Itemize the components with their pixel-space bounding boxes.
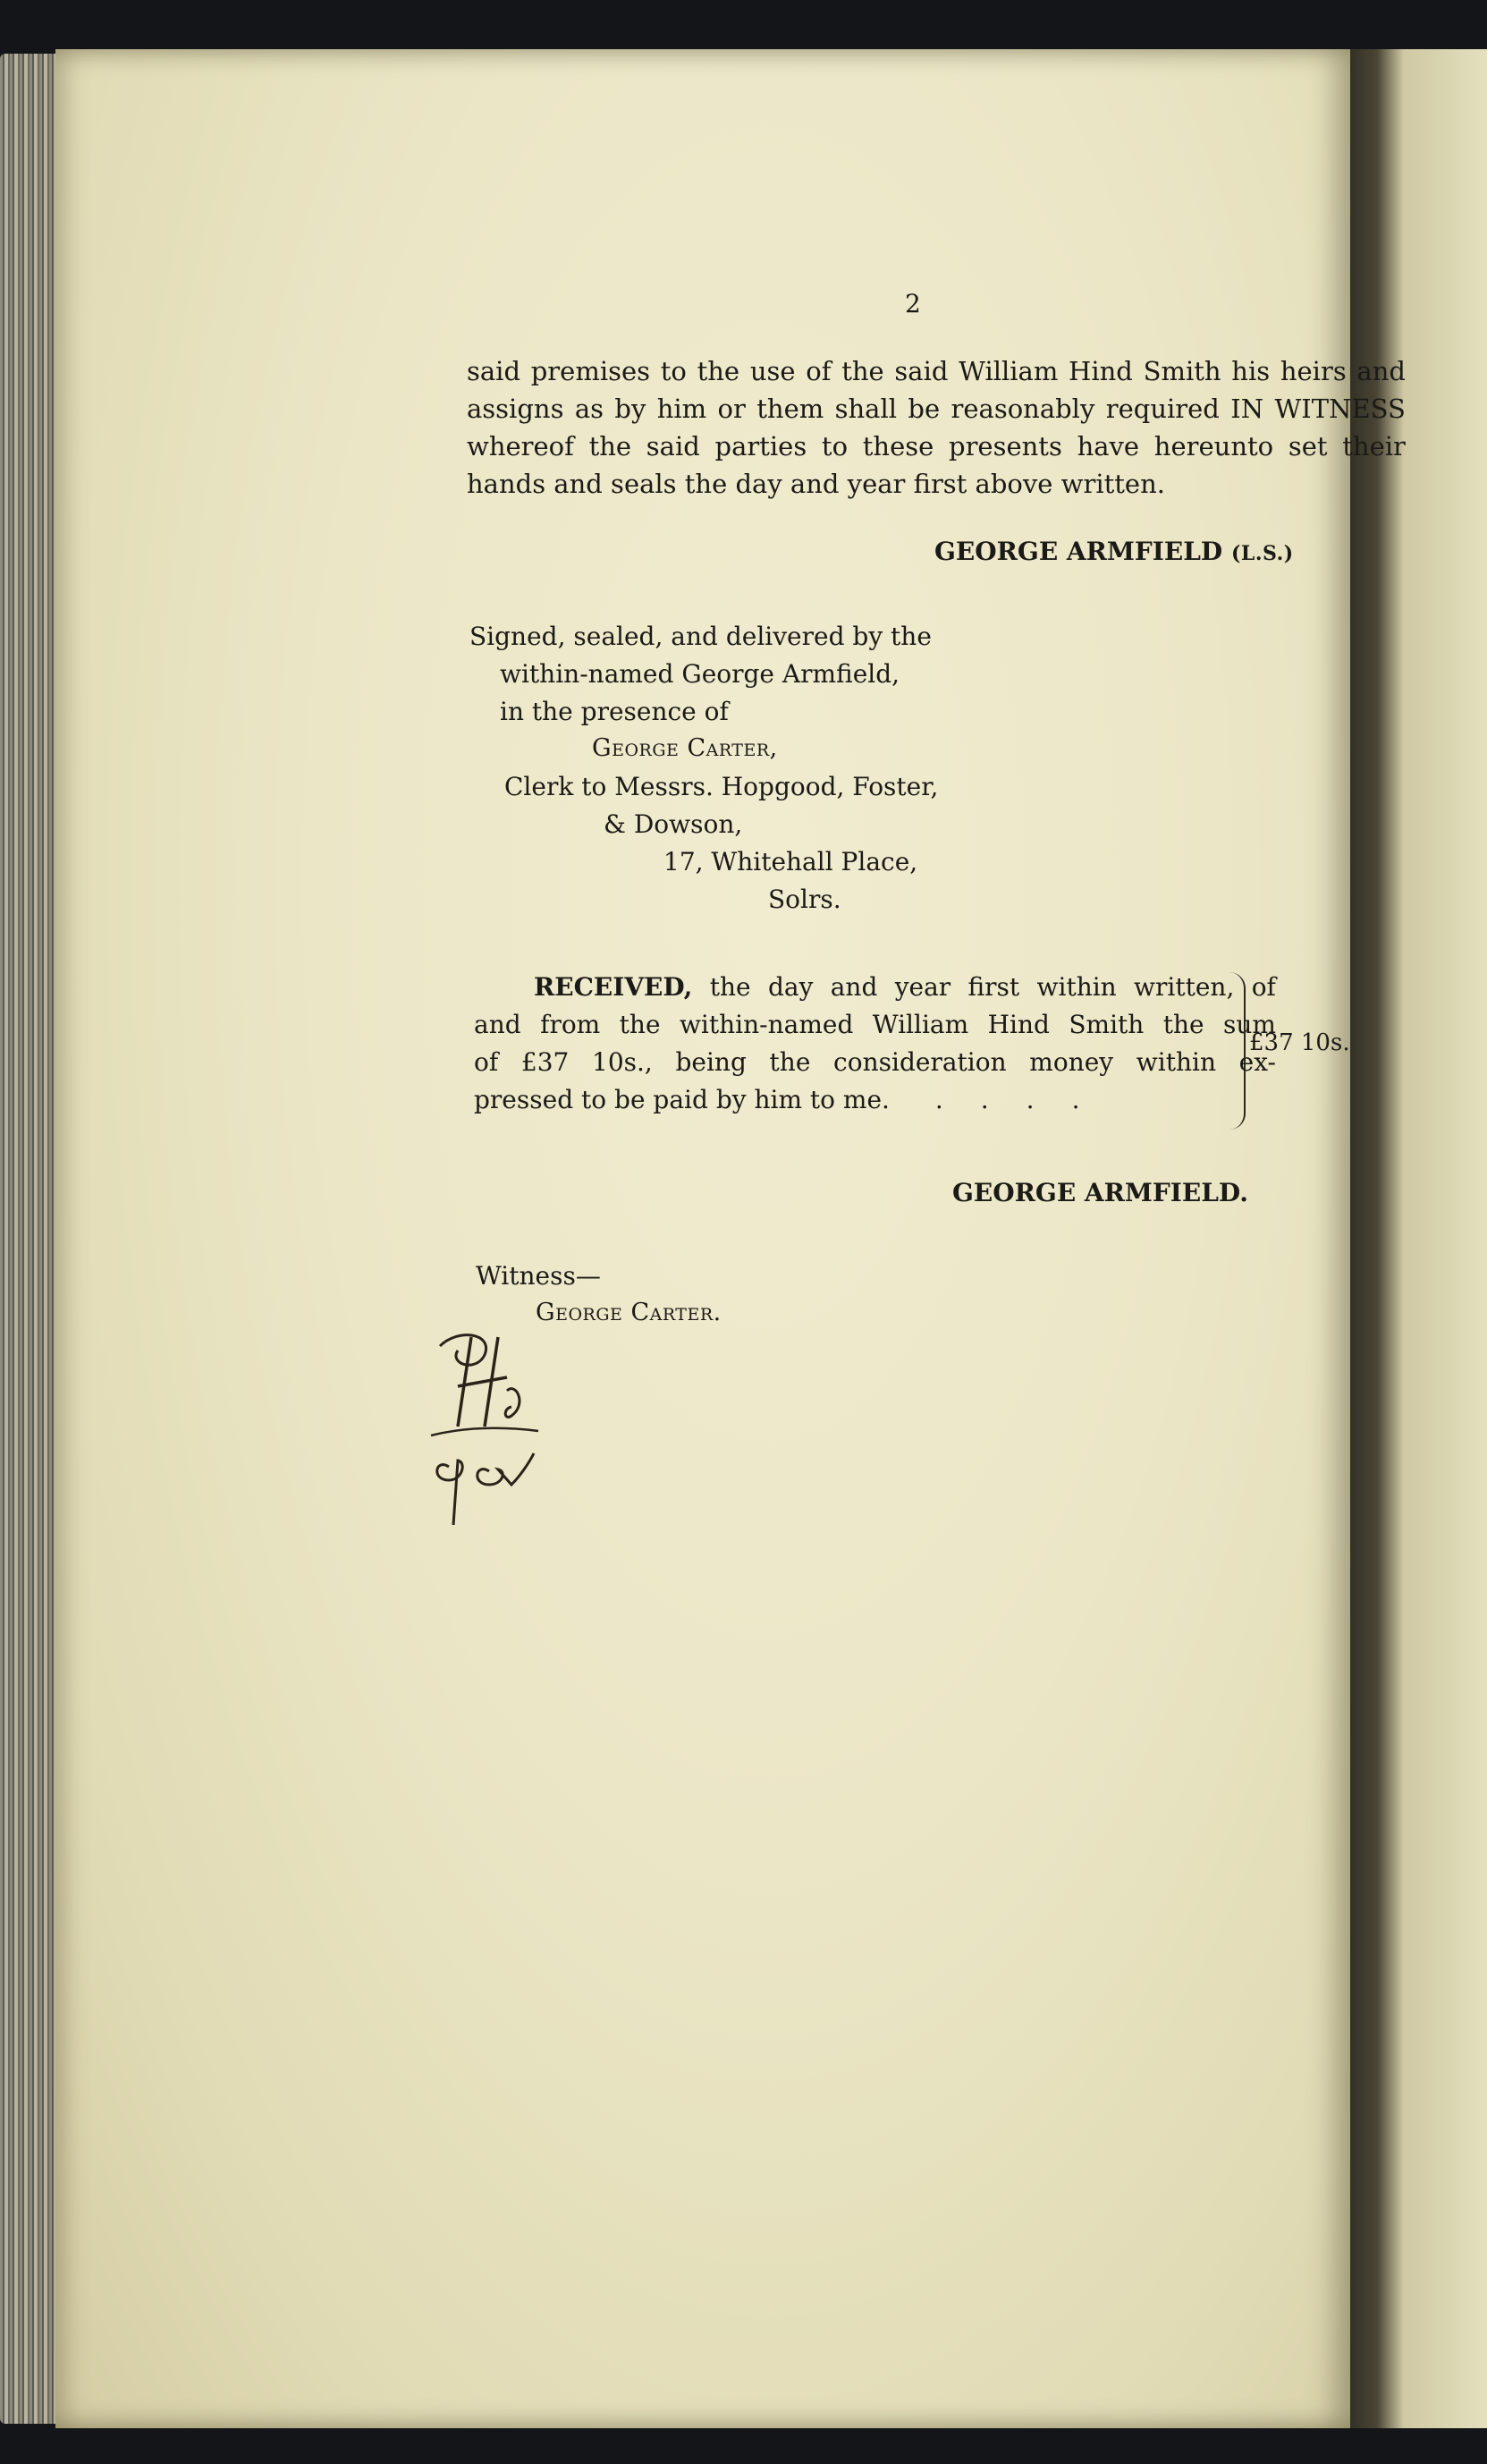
- paragraph-word: assigns: [467, 394, 564, 424]
- paragraph-word: whereof: [467, 431, 574, 461]
- attestation-line-6: & Dowson,: [604, 809, 743, 839]
- receipt-amount: £37 10s.: [1249, 1029, 1350, 1056]
- receipt-word: the: [709, 972, 751, 1002]
- paragraph-word: Smith: [1143, 356, 1221, 386]
- paragraph-word: these: [862, 431, 934, 461]
- receipt-word: the: [619, 1010, 661, 1039]
- attestation-line-8: Solrs.: [768, 885, 841, 914]
- receipt-word: of: [1251, 972, 1276, 1002]
- attestation-line-1: Signed, sealed, and delivered by the: [469, 622, 932, 651]
- receipt-word: from: [540, 1010, 601, 1039]
- paragraph-line-3: [467, 431, 1406, 461]
- paragraph-word: said: [646, 431, 700, 461]
- signatory-name-2: GEORGE ARMFIELD.: [952, 1178, 1248, 1207]
- paragraph-word: the: [588, 431, 632, 461]
- paragraph-word: said: [894, 356, 949, 386]
- receipt-word: 10s.,: [592, 1047, 653, 1077]
- receipt-line-3: [474, 1047, 1276, 1077]
- receipt-word: within: [1136, 1047, 1216, 1077]
- paragraph-word: to: [821, 431, 849, 461]
- paragraph-line-1: [467, 356, 1406, 386]
- document-page: [55, 49, 1406, 2428]
- receipt-word: written,: [1134, 972, 1235, 1002]
- receipt-word: the: [769, 1047, 811, 1077]
- receipt-dots: . . . .: [934, 1085, 1080, 1114]
- paragraph-word: IN: [1230, 394, 1264, 424]
- receipt-heading: RECEIVED,: [534, 972, 693, 1002]
- receipt-word: within-named: [679, 1010, 854, 1039]
- receipt-word: within: [1036, 972, 1117, 1002]
- paragraph-line-2: [467, 394, 1406, 424]
- paragraph-word: premises: [530, 356, 651, 386]
- receipt-word: money: [1029, 1047, 1114, 1077]
- receipt-word: sum: [1223, 1010, 1276, 1039]
- receipt-word: consideration: [833, 1047, 1007, 1077]
- receipt-line-4-text: pressed to be paid by him to me.: [474, 1085, 890, 1114]
- receipt-word: William: [872, 1010, 969, 1039]
- seal-mark: (L.S.): [1230, 542, 1294, 565]
- paragraph-word: him: [656, 394, 707, 424]
- paragraph-word: his: [1231, 356, 1271, 386]
- paragraph-word: of: [806, 356, 832, 386]
- receipt-word: £37: [520, 1047, 570, 1077]
- paragraph-word: parties: [714, 431, 807, 461]
- paragraph-word: reasonably: [950, 394, 1095, 424]
- paragraph-word: them: [756, 394, 824, 424]
- receipt-word: day: [767, 972, 814, 1002]
- paragraph-word: heirs: [1280, 356, 1347, 386]
- paragraph-word: Hind: [1069, 356, 1133, 386]
- signatory-name: [934, 537, 1294, 566]
- handwritten-initials: [422, 1301, 565, 1543]
- receipt-line-2: [474, 1010, 1276, 1039]
- paragraph-word: to: [660, 356, 687, 386]
- signatory-name-text: GEORGE ARMFIELD: [934, 537, 1223, 566]
- witness-label: Witness—: [476, 1261, 601, 1291]
- paragraph-word: shall: [834, 394, 898, 424]
- receipt-word: Hind: [987, 1010, 1050, 1039]
- attestation-line-3: in the presence of: [500, 697, 729, 726]
- receipt-word: ex-: [1238, 1047, 1276, 1077]
- paragraph-word: and: [1356, 356, 1406, 386]
- paragraph-word: the: [841, 356, 884, 386]
- paragraph-word: William: [959, 356, 1059, 386]
- receipt-word: the: [1162, 1010, 1204, 1039]
- paragraph-word: set: [1288, 431, 1328, 461]
- attestation-line-5: Clerk to Messrs. Hopgood, Foster,: [504, 772, 939, 801]
- paragraph-word: hereunto: [1153, 431, 1274, 461]
- paragraph-word: be: [908, 394, 941, 424]
- receipt-word: and: [474, 1010, 521, 1039]
- receipt-word: Smith: [1069, 1010, 1145, 1039]
- page-number: 2: [905, 289, 921, 318]
- receipt-word: year: [894, 972, 951, 1002]
- attestation-line-7: 17, Whitehall Place,: [663, 847, 918, 876]
- paragraph-word: presents: [949, 431, 1062, 461]
- attestation-witness-name: George Carter,: [592, 734, 778, 762]
- receipt-word: first: [967, 972, 1020, 1002]
- receipt-line-1: [534, 972, 1276, 1002]
- receipt-line-4: [474, 1085, 1079, 1114]
- receipt-brace: [1224, 972, 1246, 1130]
- attestation-line-2: within-named George Armfield,: [500, 659, 900, 689]
- paragraph-word: WITNESS: [1274, 394, 1406, 424]
- witness-name: George Carter.: [536, 1299, 722, 1326]
- paragraph-word: required: [1105, 394, 1220, 424]
- paragraph-line-4: hands and seals the day and year first above written.: [467, 469, 1165, 499]
- paragraph-word: their: [1342, 431, 1406, 461]
- paragraph-word: as: [574, 394, 604, 424]
- paragraph-word: said: [467, 356, 521, 386]
- paragraph-word: have: [1077, 431, 1140, 461]
- paragraph-word: use: [749, 356, 796, 386]
- paragraph-word: by: [614, 394, 646, 424]
- paragraph-word: or: [717, 394, 746, 424]
- receipt-word: of: [474, 1047, 499, 1077]
- paragraph-word: the: [697, 356, 740, 386]
- receipt-word: and: [830, 972, 878, 1002]
- receipt-word: being: [675, 1047, 747, 1077]
